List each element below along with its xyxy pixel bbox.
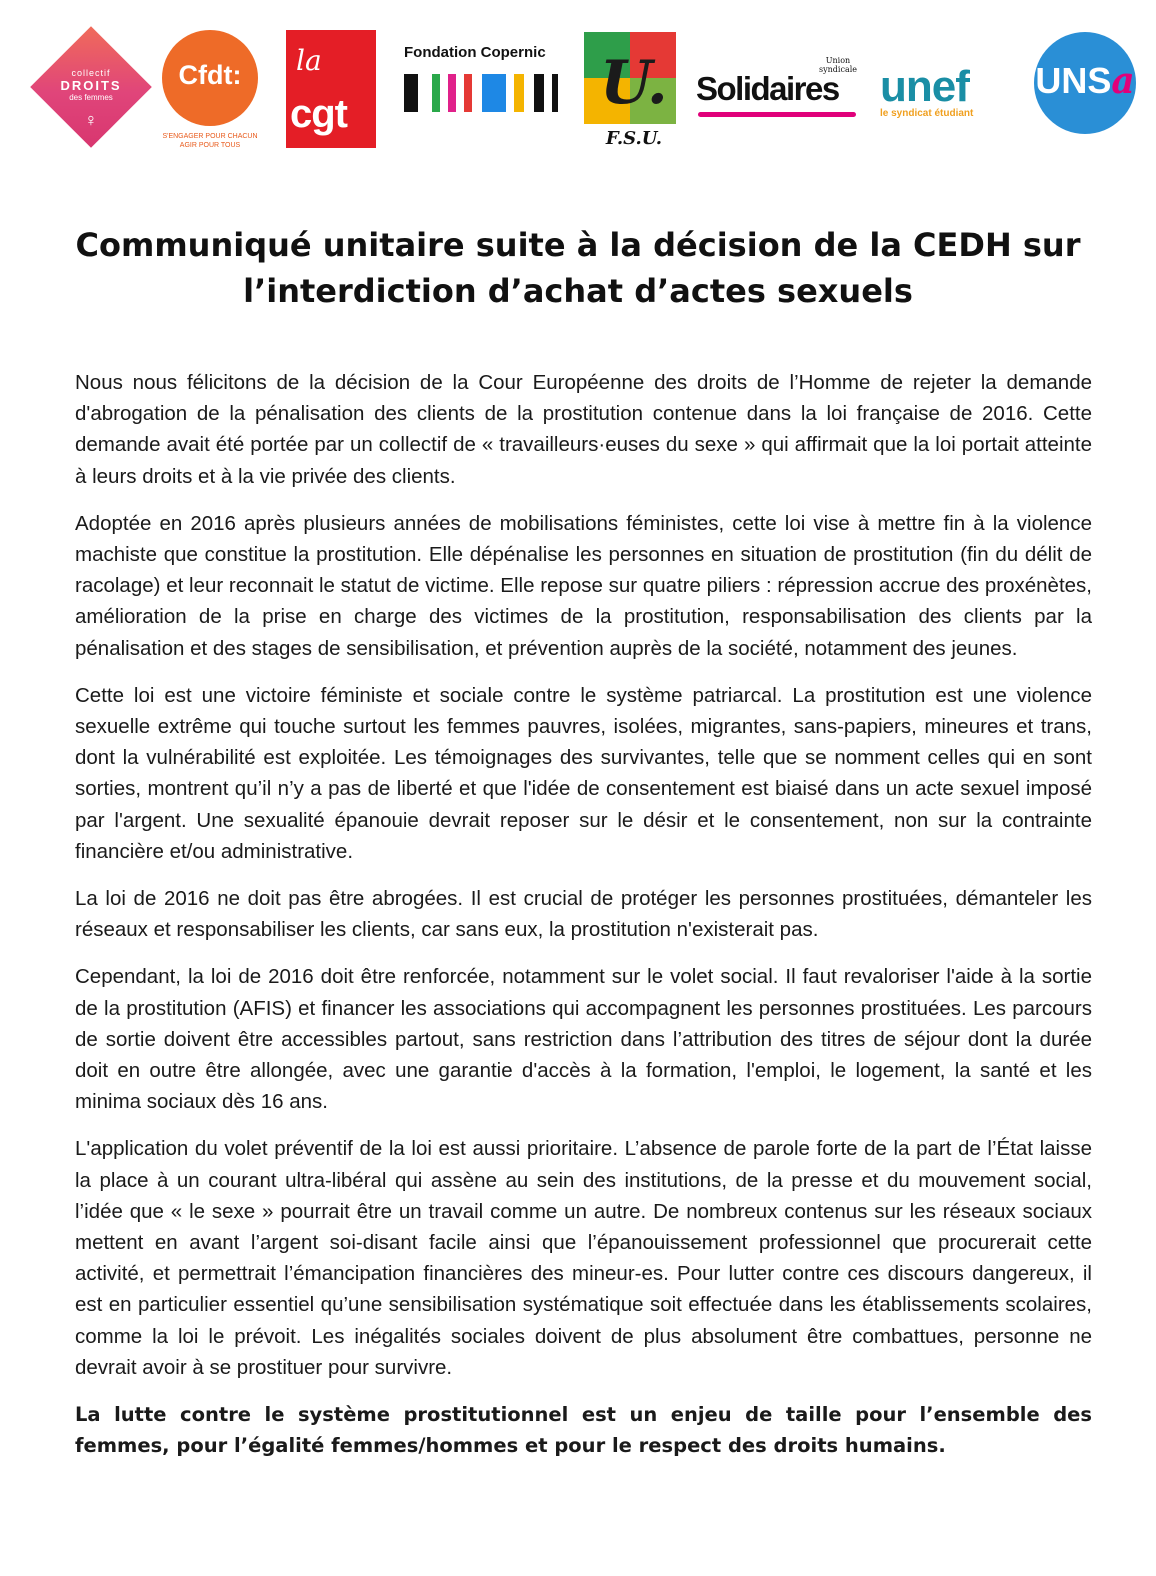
title-line: Communiqué unitaire suite à la décision de la CEDH sur: [75, 226, 1081, 264]
conclusion-paragraph: La lutte contre le système prostitutionnel est un enjeu de taille pour l’ensemble des femmes, pour l’égalité femmes/hommes et pour le respect des droits humains.: [75, 1403, 1092, 1458]
logo-text: DROITS: [60, 78, 122, 93]
paragraph: Adoptée en 2016 après plusieurs années de mobilisations féministes, cette loi vise à mettre fin à la violence machiste que constitue la prostitution. Elle dépénalise les personnes en situation de prostitution (fin du délit de racolage) et leur reconnait le statut de victime. Elle repose sur quatre piliers : répression accrue des proxénètes, amélioration de la prise en charge des victimes de la prostitution, responsabilisation des clients par la pénalisation et des stages de sensibilisation, et prévention auprès de la société, notamment des jeunes.: [75, 511, 1092, 660]
unsa-logo: [1034, 32, 1136, 134]
logo-text: a: [1111, 60, 1135, 102]
venus-symbol-icon: ♀: [84, 110, 98, 130]
solidaires-logo: [696, 56, 862, 122]
title-line: l’interdiction d’achat d’actes sexuels: [243, 272, 913, 310]
logo-text: unef: [880, 62, 969, 111]
logo-bar: [0, 0, 1156, 160]
paragraph: L'application du volet préventif de la loi est aussi prioritaire. L’absence de parole forte de la part de l’État laisse la place à un courant ultra-libéral qui assène au sein des institutions, de la presse et du mouvement social, l’idée que « le sexe » pourrait être un travail comme un autre. De nombreux contenus sur les réseaux sociaux mettent en avant l’argent soi-disant facile ainsi que l’épanouissement professionnel que procurerait cette activité, et permettrait l’émancipation financières des mineur-es. Pour lutter contre ces discours dangereux, il est en particulier essentiel qu’une sensibilisation systématique soit effectuée dans les établissements scolaires, comme la loi le prévoit. Les inégalités sociales doivent de plus absolument être combattues, personne ne devrait avoir à se prostituer pour survivre.: [75, 1137, 1092, 1379]
logo-text: cgt: [290, 92, 347, 136]
communique-body: [75, 367, 1092, 1478]
logo-text: S'ENGAGER POUR CHACUN: [162, 133, 258, 140]
paragraph: Cependant, la loi de 2016 doit être renforcée, notamment sur le volet social. Il faut revaloriser l'aide à la sortie de la prostitution (AFIS) et financer les associations qui accompagnent les personnes prostituées. Les parcours de sortie doivent être accessibles partout, sans restriction dans l’attribution des titres de séjour dont la durée doit en outre être allongée, avec une garantie d'accès à la formation, l'emploi, le logement, la santé et les minima sociaux dès 16 ans.: [75, 965, 1092, 1114]
paragraph: Nous nous félicitons de la décision de la Cour Européenne des droits de l’Homme de rejeter la demande d'abrogation de la pénalisation des clients de la prostitution contenue dans la loi française de 2016. Cette demande avait été portée par un collectif de « travailleurs·euses du sexe » qui affirmait que la loi portait atteinte à leurs droits et à la vie privée des clients.: [75, 371, 1092, 488]
logo-text: Solidaires: [696, 70, 839, 107]
logo-text: collectif: [71, 68, 111, 78]
collectif-droits-des-femmes-logo: [30, 26, 152, 148]
logo-text: la: [296, 44, 322, 77]
cfdt-logo: [162, 30, 258, 156]
paragraph: La loi de 2016 ne doit pas être abrogées. Il est crucial de protéger les personnes prostituées, démanteler les réseaux et responsabiliser les clients, car sans eux, la prostitution n'existerait pas.: [75, 887, 1092, 942]
fondation-copernic-logo: [404, 44, 560, 114]
logo-text: des femmes: [69, 93, 113, 102]
cgt-logo: [286, 30, 376, 148]
logo-text: Cfdt:: [178, 60, 242, 90]
logo-text: AGIR POUR TOUS: [179, 142, 241, 149]
logo-text: U.: [600, 48, 668, 118]
logo-text: Union: [825, 56, 851, 65]
logo-text: le syndicat étudiant: [880, 108, 974, 119]
unef-logo: [880, 62, 1020, 122]
logo-text: syndicale: [819, 65, 857, 74]
logo-text: Fondation Copernic: [404, 44, 546, 61]
fsu-logo: [584, 32, 676, 152]
paragraph: Cette loi est une victoire féministe et sociale contre le système patriarcal. La prostitution est une violence sexuelle extrême qui touche surtout les femmes pauvres, isolées, migrantes, sans-papiers, mineures et trans, dont la vulnérabilité est exploitée. Les témoignages des survivantes, telle que se nomment celles qui en sont sorties, montrent qu’il n’y a pas de liberté et que l'idée de consentement est biaisé dans un acte sexuel imposé par l'argent. Une sexualité épanouie devrait reposer sur le désir et le consentement, non sur la contrainte financière et/ou administrative.: [75, 683, 1092, 863]
page-title: [60, 222, 1096, 314]
logo-text: F.S.U.: [605, 128, 663, 149]
logo-text: UNS: [1035, 60, 1112, 101]
